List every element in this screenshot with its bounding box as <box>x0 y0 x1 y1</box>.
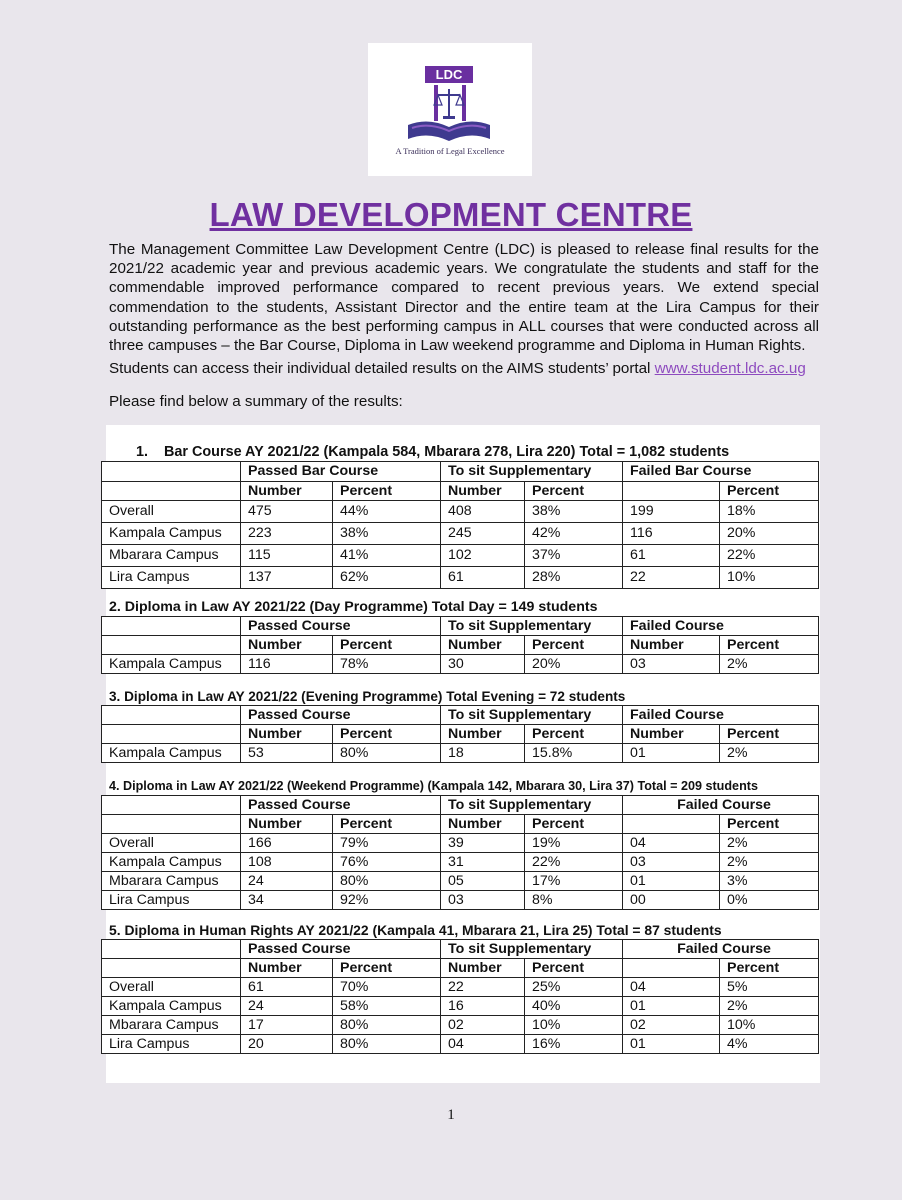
subheader-cell: Percent <box>333 959 441 978</box>
table-cell: 20% <box>720 523 819 545</box>
subheader-cell: Number <box>241 815 333 834</box>
corner-cell <box>102 940 241 959</box>
table-cell: 00 <box>623 891 720 910</box>
table-cell: 61 <box>441 567 525 589</box>
row-label: Overall <box>102 978 241 997</box>
group-header-row <box>102 796 819 815</box>
group-header-row <box>102 617 819 636</box>
table-cell: 01 <box>623 744 720 763</box>
table-cell: 2% <box>720 853 819 872</box>
table-cell: 41% <box>333 545 441 567</box>
table-cell: 10% <box>720 1016 819 1035</box>
table-cell: 15.8% <box>525 744 623 763</box>
table-cell: 38% <box>333 523 441 545</box>
group-header-cell: Passed Course <box>241 706 441 725</box>
logo-emblem-icon <box>368 43 532 176</box>
table-row <box>102 872 819 891</box>
table-cell: 10% <box>525 1016 623 1035</box>
section-5-heading <box>109 922 722 938</box>
section-3-heading-lead: 3. Diploma in Law AY 2021/22 (Evening Programme) <box>109 689 447 704</box>
table-cell: 03 <box>441 891 525 910</box>
table-cell: 22% <box>525 853 623 872</box>
table-row <box>102 655 819 674</box>
group-header-cell: To sit Supplementary <box>441 617 623 636</box>
group-header-cell: Failed Course <box>623 706 819 725</box>
section-5-heading-lead: 5. Diploma in Human Rights AY 2021/22 <box>109 922 373 938</box>
group-header-cell: To sit Supplementary <box>441 796 623 815</box>
corner-cell <box>102 815 241 834</box>
table-cell: 34 <box>241 891 333 910</box>
bar-course-table <box>101 461 819 589</box>
table-row <box>102 853 819 872</box>
subheader-cell <box>623 482 720 501</box>
table-cell: 24 <box>241 997 333 1016</box>
section-2-heading-totals: Total Day = 149 students <box>431 599 598 615</box>
corner-cell <box>102 706 241 725</box>
subheader-cell: Percent <box>720 959 819 978</box>
row-label: Mbarara Campus <box>102 1016 241 1035</box>
table-cell: 2% <box>720 834 819 853</box>
subheader-row <box>102 636 819 655</box>
table-cell: 42% <box>525 523 623 545</box>
section-3-heading-totals: Total Evening = 72 students <box>446 689 626 704</box>
table-cell: 17 <box>241 1016 333 1035</box>
group-header-cell: Passed Course <box>241 796 441 815</box>
subheader-cell: Percent <box>525 959 623 978</box>
table-cell: 408 <box>441 501 525 523</box>
table-row <box>102 523 819 545</box>
subheader-cell: Number <box>441 815 525 834</box>
corner-cell <box>102 462 241 482</box>
subheader-cell: Number <box>241 636 333 655</box>
table-cell: 18 <box>441 744 525 763</box>
corner-cell <box>102 959 241 978</box>
table-row <box>102 1016 819 1035</box>
subheader-cell: Number <box>623 636 720 655</box>
subheader-cell: Number <box>241 959 333 978</box>
row-label: Kampala Campus <box>102 997 241 1016</box>
table-cell: 80% <box>333 1035 441 1054</box>
row-label: Lira Campus <box>102 891 241 910</box>
intro-paragraph: The Management Committee Law Development Centre (LDC) is pleased to release final results for the 2021/22 academic year and previous academic years. We congratulate the students and staff for the commendable improved performance compared to recent previous years. We extend special commendation to the students, Assistant Director and the entire team at the Lira Campus for their outstanding performance as the best performing campus in ALL courses that were conducted across all three campuses – the Bar Course, Diploma in Law weekend programme and Diploma in Human Rights. <box>109 241 819 355</box>
table-cell: 70% <box>333 978 441 997</box>
table-cell: 02 <box>623 1016 720 1035</box>
row-label: Overall <box>102 501 241 523</box>
page-number: 1 <box>447 1107 455 1123</box>
table-cell: 2% <box>720 997 819 1016</box>
subheader-cell <box>623 959 720 978</box>
section-2-heading-lead: 2. Diploma in Law AY 2021/22 (Day Programme) <box>109 599 432 615</box>
section-2-heading <box>109 599 597 615</box>
table-cell: 22 <box>623 567 720 589</box>
section-5-heading-totals: (Kampala 41, Mbarara 21, Lira 25) Total = 87 students <box>372 922 722 938</box>
section-1-heading-totals: Kampala 584, Mbarara 278, Lira 220) Total = 1,082 students <box>328 444 730 460</box>
table-cell: 78% <box>333 655 441 674</box>
table-cell: 22 <box>441 978 525 997</box>
diploma-evening-table <box>101 705 819 763</box>
table-cell: 137 <box>241 567 333 589</box>
section-1-heading-lead: Bar Course AY 2021/22 ( <box>164 444 329 460</box>
table-cell: 199 <box>623 501 720 523</box>
group-header-cell: Failed Course <box>623 796 819 815</box>
table-cell: 53 <box>241 744 333 763</box>
table-row <box>102 891 819 910</box>
diploma-day-table <box>101 616 819 674</box>
row-label: Lira Campus <box>102 1035 241 1054</box>
table-cell: 80% <box>333 872 441 891</box>
subheader-cell: Percent <box>525 636 623 655</box>
corner-cell <box>102 725 241 744</box>
subheader-cell: Percent <box>720 725 819 744</box>
row-label: Mbarara Campus <box>102 872 241 891</box>
svg-text:LDC: LDC <box>435 67 463 82</box>
subheader-cell: Percent <box>333 815 441 834</box>
subheader-cell: Number <box>441 636 525 655</box>
table-cell: 2% <box>720 744 819 763</box>
access-text: Students can access their individual detailed results on the AIMS students’ portal <box>109 360 655 377</box>
row-label: Overall <box>102 834 241 853</box>
group-header-cell: Failed Bar Course <box>623 462 819 482</box>
table-cell: 01 <box>623 872 720 891</box>
table-cell: 0% <box>720 891 819 910</box>
table-cell: 25% <box>525 978 623 997</box>
table-cell: 37% <box>525 545 623 567</box>
group-header-cell: To sit Supplementary <box>441 940 623 959</box>
group-header-row <box>102 940 819 959</box>
table-cell: 03 <box>623 853 720 872</box>
table-cell: 20 <box>241 1035 333 1054</box>
logo-tagline: A Tradition of Legal Excellence <box>395 146 505 156</box>
subheader-cell: Number <box>623 725 720 744</box>
table-cell: 28% <box>525 567 623 589</box>
table-cell: 44% <box>333 501 441 523</box>
table-cell: 22% <box>720 545 819 567</box>
table-row <box>102 978 819 997</box>
table-cell: 61 <box>623 545 720 567</box>
group-header-row <box>102 706 819 725</box>
subheader-cell: Percent <box>525 725 623 744</box>
group-header-cell: To sit Supplementary <box>441 706 623 725</box>
table-cell: 80% <box>333 1016 441 1035</box>
table-cell: 76% <box>333 853 441 872</box>
table-cell: 02 <box>441 1016 525 1035</box>
table-cell: 62% <box>333 567 441 589</box>
table-cell: 24 <box>241 872 333 891</box>
subheader-cell: Percent <box>525 815 623 834</box>
subheader-cell: Number <box>241 725 333 744</box>
table-cell: 4% <box>720 1035 819 1054</box>
group-header-cell: Failed Course <box>623 617 819 636</box>
table-cell: 19% <box>525 834 623 853</box>
table-row <box>102 744 819 763</box>
table-cell: 03 <box>623 655 720 674</box>
subheader-cell: Percent <box>333 636 441 655</box>
corner-cell <box>102 636 241 655</box>
table-cell: 05 <box>441 872 525 891</box>
subheader-cell: Percent <box>720 636 819 655</box>
corner-cell <box>102 796 241 815</box>
group-header-cell: Passed Course <box>241 940 441 959</box>
corner-cell <box>102 617 241 636</box>
table-cell: 04 <box>441 1035 525 1054</box>
portal-link[interactable]: www.student.ldc.ac.ug <box>654 360 806 377</box>
section-3-heading <box>109 689 625 704</box>
table-cell: 475 <box>241 501 333 523</box>
table-cell: 20% <box>525 655 623 674</box>
subheader-row <box>102 815 819 834</box>
table-cell: 2% <box>720 655 819 674</box>
subheader-cell: Percent <box>525 482 623 501</box>
table-cell: 01 <box>623 997 720 1016</box>
subheader-cell: Percent <box>333 725 441 744</box>
subheader-row <box>102 482 819 501</box>
table-cell: 166 <box>241 834 333 853</box>
subheader-cell <box>623 815 720 834</box>
table-cell: 10% <box>720 567 819 589</box>
table-cell: 16% <box>525 1035 623 1054</box>
group-header-cell: Passed Course <box>241 617 441 636</box>
table-cell: 39 <box>441 834 525 853</box>
access-paragraph <box>109 359 819 378</box>
table-cell: 58% <box>333 997 441 1016</box>
corner-cell <box>102 482 241 501</box>
table-cell: 40% <box>525 997 623 1016</box>
table-cell: 80% <box>333 744 441 763</box>
table-row <box>102 501 819 523</box>
subheader-cell: Percent <box>720 482 819 501</box>
table-row <box>102 567 819 589</box>
table-cell: 115 <box>241 545 333 567</box>
row-label: Kampala Campus <box>102 744 241 763</box>
section-4-heading-lead: 4. Diploma in Law AY 2021/22 (Weekend Programme) <box>109 779 428 793</box>
subheader-cell: Number <box>241 482 333 501</box>
group-header-cell: Failed Course <box>623 940 819 959</box>
row-label: Kampala Campus <box>102 523 241 545</box>
subheader-row <box>102 725 819 744</box>
subheader-cell: Percent <box>333 482 441 501</box>
group-header-row <box>102 462 819 482</box>
section-4-heading-totals: (Kampala 142, Mbarara 30, Lira 37) Total = 209 students <box>427 779 758 793</box>
table-cell: 17% <box>525 872 623 891</box>
table-cell: 102 <box>441 545 525 567</box>
table-cell: 79% <box>333 834 441 853</box>
table-cell: 30 <box>441 655 525 674</box>
summary-intro: Please find below a summary of the results: <box>109 393 403 410</box>
table-cell: 116 <box>241 655 333 674</box>
subheader-cell: Number <box>441 959 525 978</box>
table-row <box>102 997 819 1016</box>
subheader-cell: Percent <box>720 815 819 834</box>
table-cell: 04 <box>623 978 720 997</box>
section-1-heading <box>136 444 729 460</box>
section-4-heading <box>109 779 758 793</box>
section-1-number: 1. <box>136 444 149 460</box>
human-rights-table <box>101 939 819 1054</box>
table-row <box>102 834 819 853</box>
table-cell: 31 <box>441 853 525 872</box>
diploma-weekend-table <box>101 795 819 910</box>
table-cell: 223 <box>241 523 333 545</box>
table-cell: 38% <box>525 501 623 523</box>
subheader-cell: Number <box>441 725 525 744</box>
table-cell: 116 <box>623 523 720 545</box>
table-cell: 92% <box>333 891 441 910</box>
table-row <box>102 545 819 567</box>
table-row <box>102 1035 819 1054</box>
row-label: Kampala Campus <box>102 853 241 872</box>
table-cell: 245 <box>441 523 525 545</box>
table-cell: 3% <box>720 872 819 891</box>
table-cell: 8% <box>525 891 623 910</box>
table-cell: 108 <box>241 853 333 872</box>
table-cell: 5% <box>720 978 819 997</box>
group-header-cell: To sit Supplementary <box>441 462 623 482</box>
subheader-row <box>102 959 819 978</box>
page-title: LAW DEVELOPMENT CENTRE <box>209 196 693 233</box>
table-cell: 04 <box>623 834 720 853</box>
table-cell: 01 <box>623 1035 720 1054</box>
subheader-cell: Number <box>441 482 525 501</box>
row-label: Lira Campus <box>102 567 241 589</box>
group-header-cell: Passed Bar Course <box>241 462 441 482</box>
table-cell: 16 <box>441 997 525 1016</box>
table-cell: 61 <box>241 978 333 997</box>
row-label: Kampala Campus <box>102 655 241 674</box>
ldc-logo <box>368 43 532 176</box>
row-label: Mbarara Campus <box>102 545 241 567</box>
table-cell: 18% <box>720 501 819 523</box>
